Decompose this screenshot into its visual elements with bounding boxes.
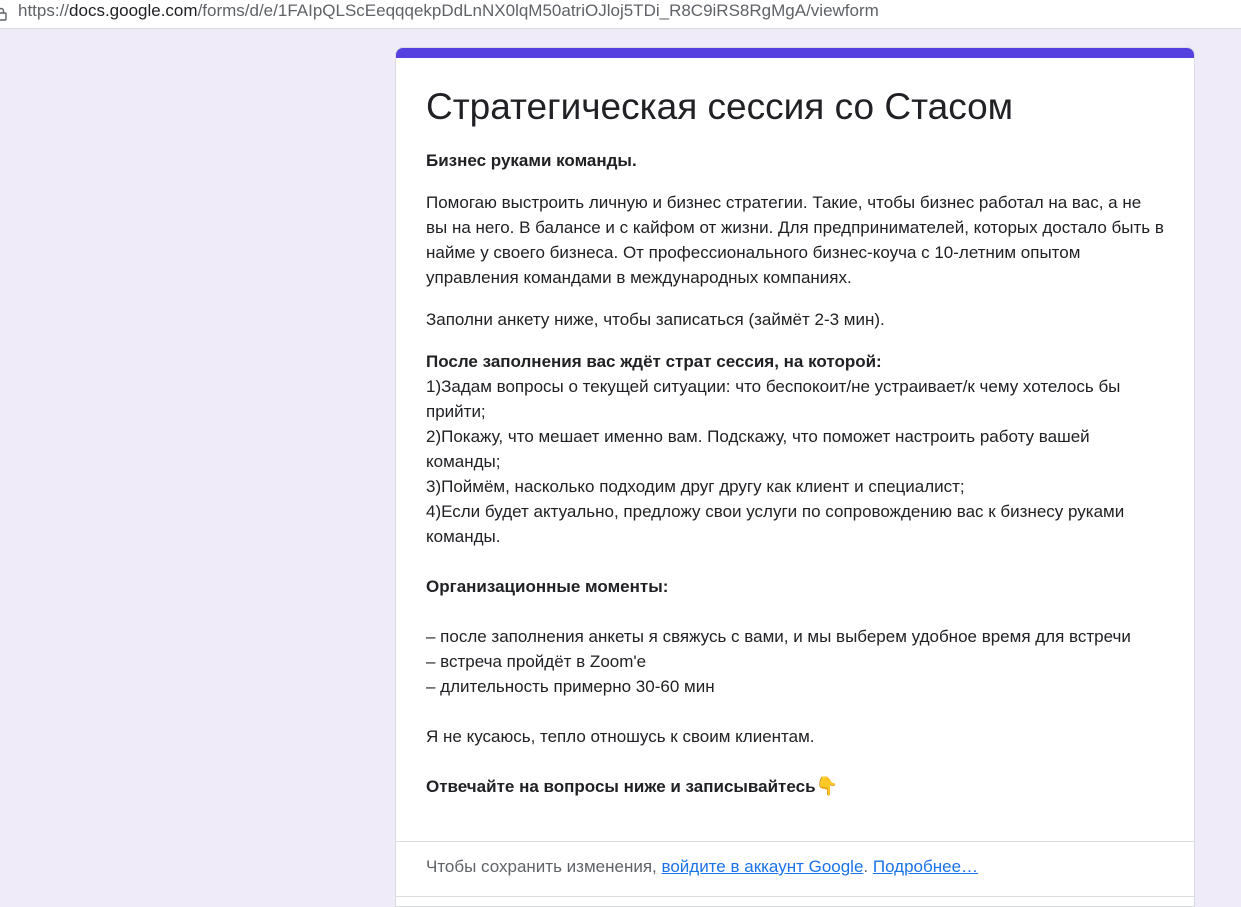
form-tagline: Бизнес руками команды. xyxy=(426,151,637,170)
form-accent-bar xyxy=(396,48,1194,58)
form-header-card xyxy=(395,47,1195,907)
closing-text: Я не кусаюсь, тепло отношусь к своим клиентам. xyxy=(426,727,815,746)
org-heading: Организационные моменты: xyxy=(426,577,669,596)
form-title: Стратегическая сессия со Стасом xyxy=(426,86,1014,127)
pointing-down-icon: 👇 xyxy=(815,776,838,797)
save-notice-text: Чтобы сохранить изменения, xyxy=(426,857,662,876)
form-description xyxy=(426,148,1164,799)
learn-more-link[interactable]: Подробнее… xyxy=(872,857,979,876)
address-url[interactable] xyxy=(18,1,879,21)
session-item: 4)Если будет актуально, предложу свои услуги по сопровождению вас к бизнесу руками команды. xyxy=(426,502,1125,546)
cta-text xyxy=(426,774,1164,799)
browser-address-bar[interactable] xyxy=(0,0,1241,29)
org-item: – после заполнения анкеты я свяжусь с вами, и мы выберем удобное время для встречи xyxy=(426,627,1131,646)
signin-link[interactable]: войдите в аккаунт Google xyxy=(661,857,864,876)
session-item: 3)Поймём, насколько подходим друг другу как клиент и специалист; xyxy=(426,477,965,496)
signin-notice xyxy=(396,841,1194,892)
cta-label: Отвечайте на вопросы ниже и записывайтесь xyxy=(426,777,816,796)
form-intro: Помогаю выстроить личную и бизнес стратегии. Такие, чтобы бизнес работал на вас, а не вы на него. В балансе и с кайфом от жизни. Для предпринимателей, которых достало быть в найме у своего бизнеса. От профессионального бизнес-коуча с 10-летним опытом управления командами в международных компаниях. xyxy=(426,193,1164,287)
url-path: /forms/d/e/1FAIpQLScEeqqqekpDdLnNX0lqM50atriOJloj5TDi_R8C9iRS8RgMgA/viewform xyxy=(197,1,879,20)
url-host: docs.google.com xyxy=(69,1,198,20)
session-item: 2)Покажу, что мешает именно вам. Подскажу, что поможет настроить работу вашей команды; xyxy=(426,427,1090,471)
form-fill-prompt: Заполни анкету ниже, чтобы записаться (займёт 2-3 мин). xyxy=(426,310,885,329)
org-item: – длительность примерно 30-60 мин xyxy=(426,677,715,696)
session-item: 1)Задам вопросы о текущей ситуации: что беспокоит/не устраивает/к чему хотелось бы прийти; xyxy=(426,377,1121,421)
separator-text: . xyxy=(863,857,873,876)
url-scheme: https:// xyxy=(18,1,70,20)
lock-icon[interactable] xyxy=(0,3,8,25)
session-heading: После заполнения вас ждёт страт сессия, на которой: xyxy=(426,352,882,371)
org-item: – встреча пройдёт в Zoom'e xyxy=(426,652,647,671)
